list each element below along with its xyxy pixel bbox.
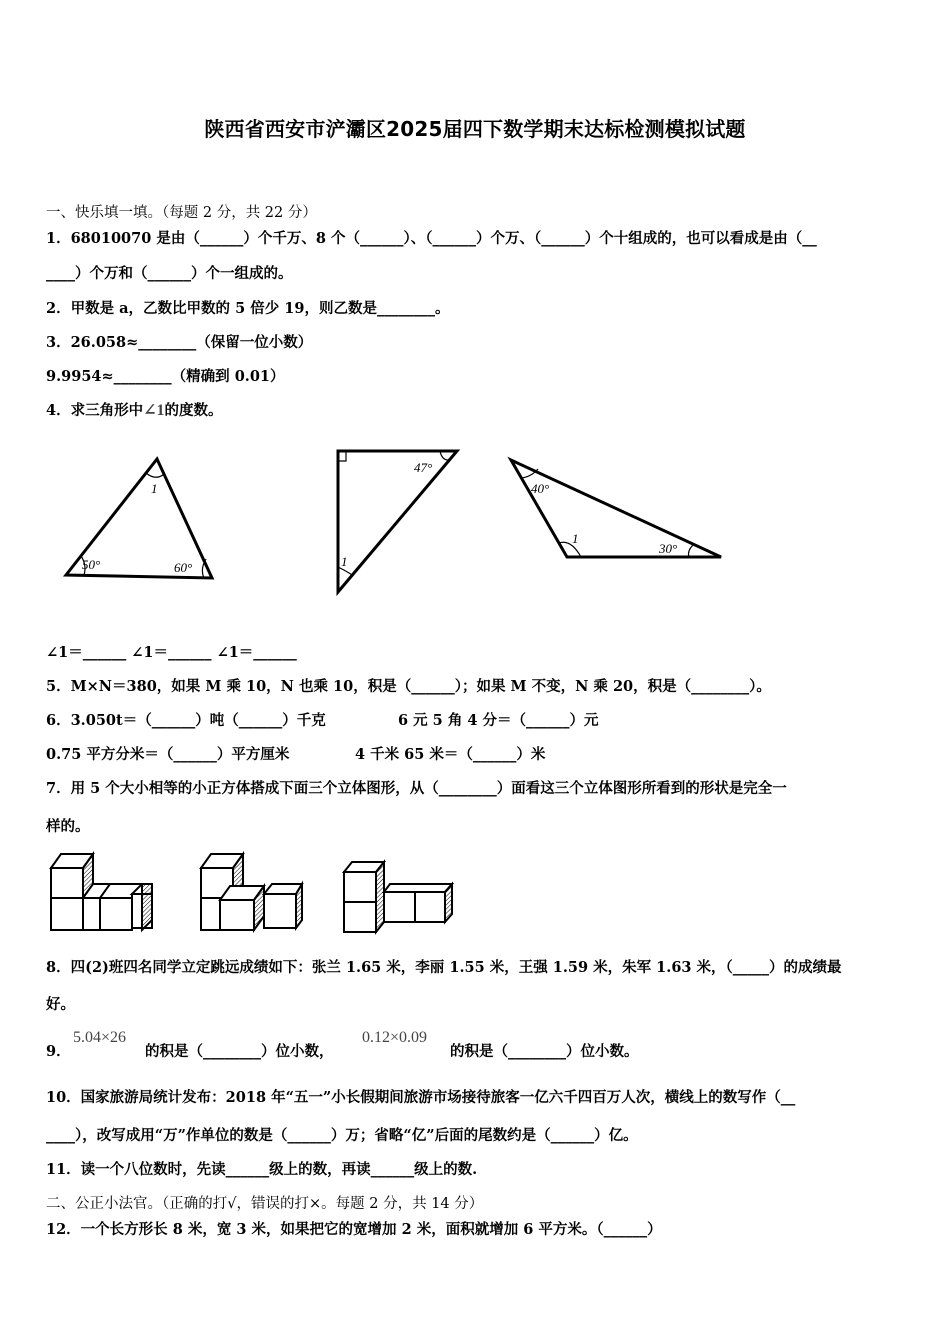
- triangle-figure-1: [60, 455, 220, 585]
- question-1-line-2: ____）个万和（______）个一组成的。: [46, 265, 293, 282]
- question-10-line-1: 10．国家旅游局统计发布：2018 年“五一”小长假期间旅游市场接待旅客一亿六千四百万人次，横线上的数写作（__: [46, 1089, 796, 1106]
- question-4-answers: ∠1＝______ ∠1＝______ ∠1＝______: [46, 644, 297, 661]
- question-9-expression-2: 0.12×0.09: [362, 1029, 428, 1046]
- question-9-end: 的积是（________）位小数。: [450, 1043, 639, 1060]
- triangle-3-right-angle: 30°: [659, 541, 678, 556]
- triangle-2-bottom-angle: 1: [341, 554, 348, 569]
- question-4: [46, 401, 223, 421]
- question-9-middle: 的积是（________）位小数，: [145, 1043, 334, 1060]
- question-6-line-1a: 6．3.050t＝（______）吨（______）千克: [46, 712, 326, 729]
- triangle-1-left-angle: 50°: [82, 557, 101, 572]
- triangle-2-top-angle: 47°: [414, 460, 433, 475]
- question-5: 5．M×N＝380，如果 M 乘 10，N 也乘 10，积是（______）；如果 M 不变，N 乘 20，积是（________）。: [46, 678, 771, 695]
- triangle-3-middle-angle: 1: [572, 531, 579, 546]
- question-3-line-1: 3．26.058≈________（保留一位小数）: [46, 334, 313, 351]
- question-3-line-2: 9.9954≈________（精确到 0.01）: [46, 368, 285, 385]
- question-11: 11．读一个八位数时，先读______级上的数，再读______级上的数.: [46, 1161, 478, 1178]
- section-1-heading: 一、快乐填一填。（每题 2 分，共 22 分）: [46, 205, 317, 221]
- triangle-3-left-angle: 40°: [531, 481, 550, 496]
- cube-figure-3: [340, 858, 460, 936]
- angle-symbol: ∠1: [143, 402, 165, 419]
- question-8-line-1: 8．四(2)班四名同学立定跳远成绩如下：张兰 1.65 米，李丽 1.55 米，王强 1.59 米，朱军 1.63 米，（_____）的成绩最: [46, 959, 842, 976]
- question-9-expression-1: 5.04×26: [73, 1029, 127, 1046]
- question-6-line-2b: 4 千米 65 米＝（______）米: [355, 746, 546, 763]
- question-6-line-1b: 6 元 5 角 4 分＝（______）元: [398, 712, 599, 729]
- question-6-line-2a: 0.75 平方分米＝（______）平方厘米: [46, 746, 290, 763]
- section-2-heading: 二、公正小法官。（正确的打√，错误的打×。每题 2 分，共 14 分）: [46, 1196, 484, 1212]
- question-8-line-2: 好。: [46, 996, 75, 1013]
- question-9-number: 9．: [46, 1043, 71, 1060]
- triangle-figure-3: [505, 455, 730, 565]
- question-2: 2．甲数是 a，乙数比甲数的 5 倍少 19，则乙数是________。: [46, 300, 450, 317]
- page-title: 陕西省西安市浐灞区2025届四下数学期末达标检测模拟试题: [204, 117, 746, 141]
- question-10-line-2: ____），改写成用“万”作单位的数是（______）万；省略“亿”后面的尾数约是（______）亿。: [46, 1127, 638, 1144]
- cube-figure-1: [48, 850, 158, 935]
- question-4-prefix: 4．求三角形中: [46, 402, 144, 419]
- triangle-1-right-angle: 60°: [174, 560, 193, 575]
- triangle-figure-2: [330, 447, 470, 597]
- question-7-line-2: 样的。: [46, 818, 90, 835]
- cube-figure-2: [198, 850, 308, 935]
- question-1-line-1: 1．68010070 是由（______）个千万、8 个（______）、（______）个万、（______）个十组成的，也可以看成是由（__: [46, 230, 817, 247]
- question-4-suffix: 的度数。: [164, 402, 223, 419]
- triangle-1-top-angle: 1: [151, 481, 158, 496]
- question-7-line-1: 7．用 5 个大小相等的小正方体搭成下面三个立体图形，从（________）面看这三个立体图形所看到的形状是完全一: [46, 780, 787, 797]
- question-12: 12．一个长方形长 8 米，宽 3 米，如果把它的宽增加 2 米，面积就增加 6 平方米。（______）: [46, 1221, 662, 1238]
